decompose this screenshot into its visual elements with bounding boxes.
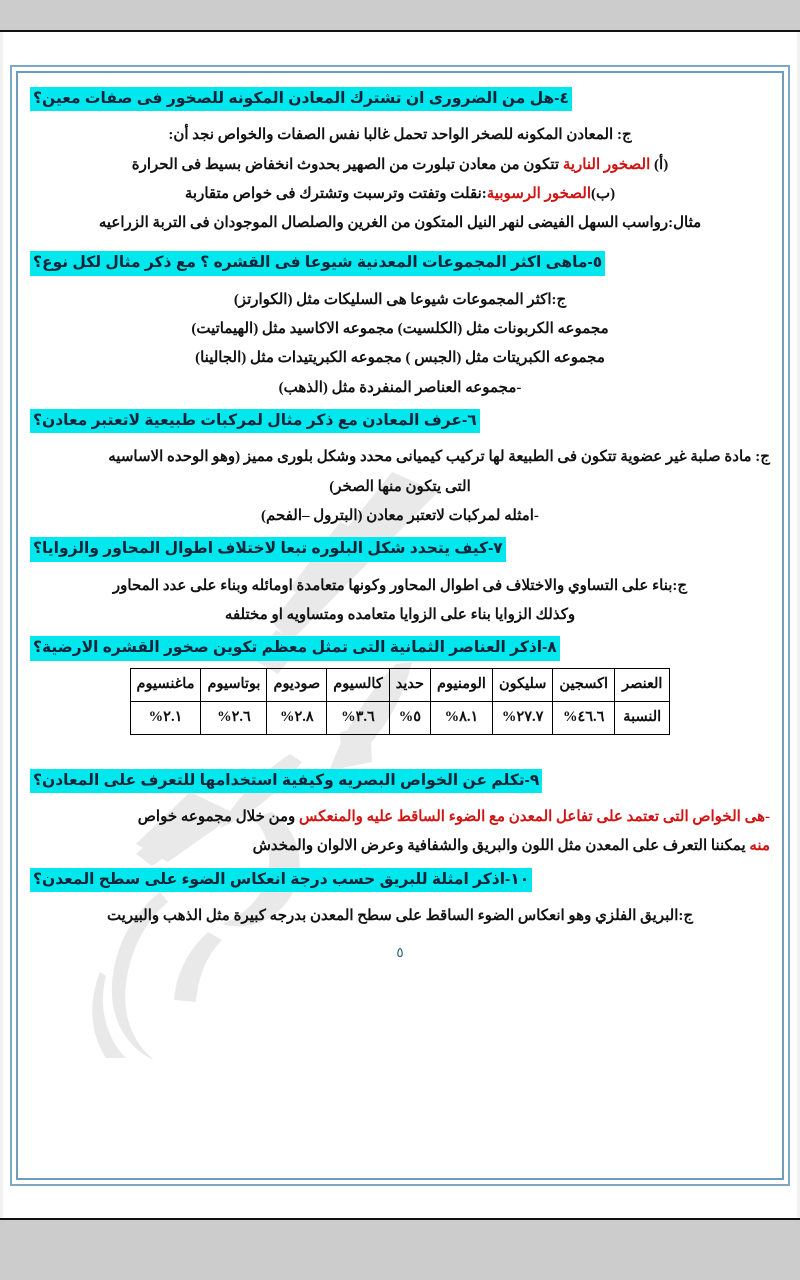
- question-heading-6: ٦-عرف المعادن مع ذكر مثال لمركبات طبيعية لاتعتبر معادن؟: [30, 409, 480, 433]
- crust-elements-table: [130, 668, 671, 735]
- question-heading-7: ٧-كيف يتحدد شكل البلوره تبعا لاختلاف اطوال المحاور والزوايا؟: [30, 537, 506, 561]
- table-row-percentages: [130, 701, 670, 734]
- answer-line-5-2: مجموعه الكربونات مثل (الكلسيت) مجموعه الاكاسيد مثل (الهيماتيت): [191, 321, 609, 338]
- cell-element-7: ماغنسيوم: [130, 668, 201, 701]
- answer-highlight-9-2: منه: [749, 838, 770, 855]
- cell-element-5: صوديوم: [267, 668, 327, 701]
- answer-highlight-9-1: -هى الخواص التى تعتمد على تفاعل المعدن مع الضوء الساقط عليه والمنعكس: [299, 809, 770, 826]
- question-block-4: [30, 87, 770, 111]
- answer-line-5-1: ج:اكثر المجموعات شيوعا هى السليكات مثل (الكوارتز): [233, 291, 567, 308]
- scanned-page-sheet: [0, 30, 800, 1220]
- question-heading-5: ٥-ماهى اكثر المجموعات المعدنية شيوعا فى القشره ؟ مع ذكر مثال لكل نوع؟: [30, 251, 605, 275]
- question-heading-4: ٤-هل من الضرورى ان تشترك المعادن المكونه للصخور فى صفات معين؟: [30, 87, 572, 111]
- cell-percent-4: ٣.٦%: [327, 701, 390, 734]
- cell-percent-6: ٢.٦%: [201, 701, 267, 734]
- answer-line-9-2: [30, 832, 770, 861]
- answer-plain-9-2: يمكننا التعرف على المعدن مثل اللون والبريق والشفافية وعرض الالوان والمخدش: [252, 838, 750, 855]
- answer-plain-9-1: ومن خلال مجموعه خواص: [137, 809, 300, 826]
- table-row-elements: [130, 668, 670, 701]
- answer-line-7-1: ج:بناء على التساوي والاختلاف فى اطوال المحاور وكونها متعامدة اومائله وبناء على عدد المحاور: [112, 577, 688, 594]
- cell-percent-0: ٤٦.٦%: [553, 701, 615, 734]
- question-block-8: [30, 636, 770, 660]
- question-heading-10: ١٠-اذكر امثلة للبريق حسب درجة انعكاس الضوء على سطح المعدن؟: [30, 868, 532, 892]
- answer-prefix-4-2: (أ): [650, 156, 669, 173]
- cell-percent-1: ٢٧.٧%: [492, 701, 552, 734]
- page-number: ٥: [396, 946, 404, 962]
- cell-element-4: كالسيوم: [327, 668, 390, 701]
- answer-line-6-1: ج: مادة صلبة غير عضوية تتكون فى الطبيعة لها تركيب كيميانى محدد وشكل بلورى مميز (وهو الوحده الاساسيه: [108, 449, 770, 466]
- answer-line-5-4: -مجموعه العناصر المنفردة مثل (الذهب): [278, 379, 522, 396]
- question-block-7: [30, 537, 770, 561]
- question-heading-8: ٨-اذكر العناصر الثمانية التى تمثل معظم تكوين صخور القشره الارضية؟: [30, 636, 560, 660]
- answer-line-4-3: (ب)الصخور الرسوبية:نقلت وتفتت وترسبت وتشترك فى خواص متقاربة: [184, 185, 616, 202]
- answer-highlight-4-3: الصخور الرسوبية: [486, 185, 591, 202]
- question-block-6: [30, 409, 770, 433]
- question-block-5: [30, 251, 770, 275]
- page-edge-left: [0, 32, 3, 1218]
- row-label-element: العنصر: [615, 668, 670, 701]
- answer-line-4-2: (أ) الصخور النارية تتكون من معادن تبلورت من الصهير بحدوث انخفاض بسيط فى الحرارة: [131, 156, 669, 173]
- answer-line-7-2: وكذلك الزوايا بناء على الزوايا متعامده ومتساويه او مختلفه: [224, 606, 576, 623]
- answer-highlight-4-2: الصخور النارية: [562, 156, 651, 173]
- question-block-10: [30, 868, 770, 892]
- cell-element-1: سليكون: [492, 668, 552, 701]
- row-label-percent: النسبة: [615, 701, 670, 734]
- answer-prefix-4-3: (ب): [591, 185, 616, 202]
- question-block-9: [30, 769, 770, 793]
- answer-line-6-2: التى يتكون منها الصخر): [329, 478, 471, 495]
- elements-table-wrapper: [30, 668, 770, 735]
- cell-percent-3: ٥%: [389, 701, 430, 734]
- answer-line-6-3: -امثله لمركبات لاتعتبر معادن (البترول –الفحم): [261, 507, 539, 524]
- cell-percent-2: ٨.١%: [431, 701, 493, 734]
- cell-element-2: الومنيوم: [431, 668, 493, 701]
- cell-element-6: بوتاسيوم: [201, 668, 267, 701]
- answer-line-4-1: ج: المعادن المكونه للصخر الواحد تحمل غالبا نفس الصفات والخواص نجد أن:: [168, 127, 632, 144]
- answer-line-9-1: [30, 803, 770, 832]
- cell-percent-7: ٢.١%: [130, 701, 201, 734]
- cell-element-3: حديد: [389, 668, 430, 701]
- answer-line-10-1: ج:البريق الفلزي وهو انعكاس الضوء الساقط على سطح المعدن بدرجه كبيرة مثل الذهب والبيريت: [106, 908, 694, 925]
- cell-percent-5: ٢.٨%: [267, 701, 327, 734]
- cell-element-0: اكسجين: [553, 668, 615, 701]
- answer-line-4-4: مثال:رواسب السهل الفيضى لنهر النيل المتكون من الغرين والصلصال الموجودان فى التربة الزراعيه: [98, 215, 702, 232]
- worksheet-content: [30, 87, 770, 962]
- answer-line-5-3: مجموعه الكبريتات مثل (الجبس ) مجموعه الكبريتيدات مثل (الجالينا): [195, 350, 605, 367]
- question-heading-9: ٩-تكلم عن الخواص البصريه وكيفية استخدامها للتعرف على المعادن؟: [30, 769, 542, 793]
